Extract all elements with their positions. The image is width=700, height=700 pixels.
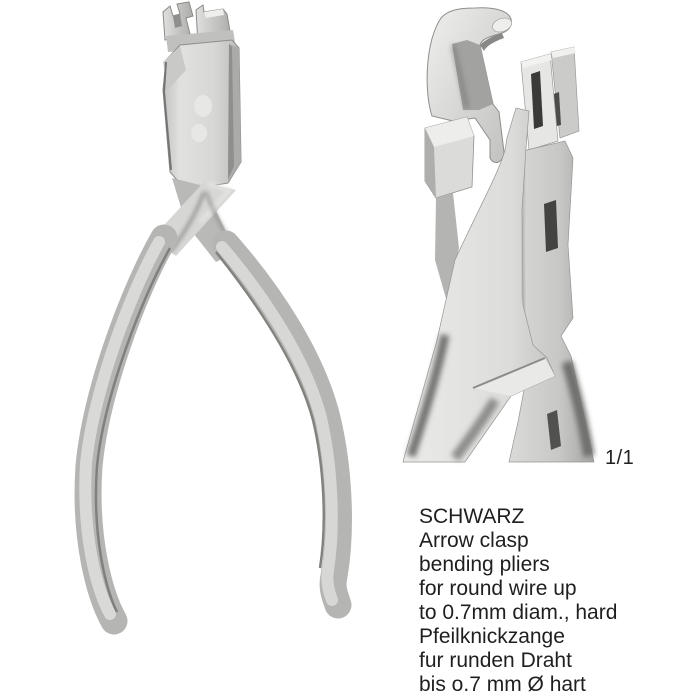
caption-line: for round wire up [419, 577, 577, 600]
pliers-full-view [0, 0, 380, 640]
pliers-jaw-detail-view [395, 0, 605, 465]
right-handle [216, 244, 338, 605]
caption-line-title: SCHWARZ [419, 505, 525, 528]
pliers-head [163, 40, 241, 190]
caption-line: Arrow clasp [419, 529, 529, 552]
caption-line-german: fur runden Draht [419, 649, 572, 672]
caption-line-german: bis o.7 mm Ø hart [419, 673, 586, 696]
blade-jaw [521, 47, 579, 150]
left-handle [85, 238, 170, 621]
scale-ratio-label: 1/1 [605, 447, 635, 469]
pliers-full-drawing [0, 0, 380, 640]
caption-line: bending pliers [419, 553, 550, 576]
pliers-detail-drawing [395, 0, 605, 465]
product-caption [419, 505, 617, 697]
caption-line-german: Pfeilknickzange [419, 625, 565, 648]
caption-line: to 0.7mm diam., hard [419, 601, 618, 624]
